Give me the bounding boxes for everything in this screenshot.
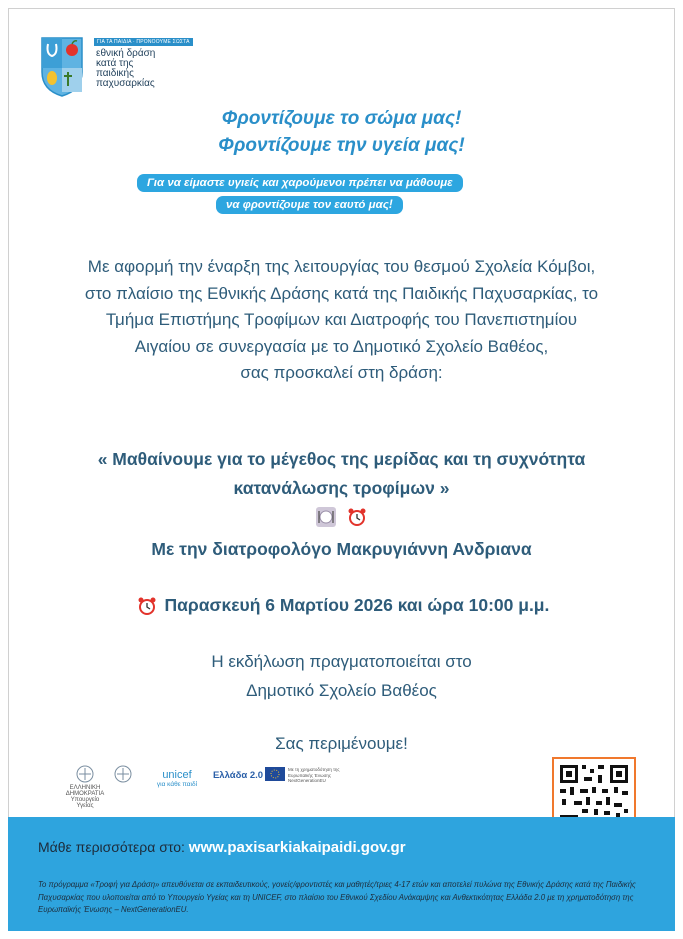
unicef-wordmark: unicef	[162, 769, 192, 781]
website-link[interactable]: www.paxisarkiakaipaidi.gov.gr	[188, 839, 406, 856]
banner-line-1: Για να είμαστε υγιείς και χαρούμενοι πρέπει να μάθουμε	[137, 174, 463, 192]
venue-line-2: Δημοτικό Σχολείο Βαθέος	[246, 681, 437, 700]
partner-1-name: ΕΛΛΗΝΙΚΗ ΔΗΜΟΚΡΑΤΙΑ	[65, 785, 105, 797]
venue-line-1: Η εκδήλωση πραγματοποιείται στο	[211, 652, 472, 671]
greece-2-0-wordmark: Ελλάδα 2.0	[212, 770, 264, 781]
shield-logo-icon	[38, 36, 86, 98]
footer	[8, 817, 675, 931]
logo-text	[96, 49, 155, 89]
partner-1-sub: Υπουργείο Υγείας	[70, 797, 100, 809]
closing-text: Σας περιμένουμε!	[275, 734, 408, 753]
hellenic-republic-logo	[62, 765, 108, 809]
logo-line-3: παιδικής	[96, 68, 134, 79]
unicef-logo	[152, 769, 202, 788]
intro-line-4: Αιγαίου σε συνεργασία με το Δημοτικό Σχολείο Βαθέος,	[134, 336, 549, 356]
learn-more-label: Μάθε περισσότερα στο:	[38, 839, 185, 855]
headline-line-2: Φροντίζουμε την υγεία μας!	[218, 135, 465, 156]
alarm-clock-icon	[347, 507, 367, 527]
unicef-tagline: για κάθε παιδί	[156, 781, 198, 788]
event-title-line-1: « Μαθαίνουμε για το μέγεθος της μερίδας και τη συχνότητα	[97, 449, 586, 469]
footer-disclaimer: Το πρόγραμμα «Τροφή για Δράση» απευθύνεται σε εκπαιδευτικούς, γονείς/φροντιστές και μαθητές/τριες 4-17 ετών και αποτελεί πυλώνα της Εθνικής Δράσης κατά της Παιδικής Παχυσαρκίας που υλοποιείται από το Υπουργείο Υγείας και τη UNICEF, στο πλαίσιο του Εθνικού Σχεδίου Ανάκαμψης και Ανθεκτικότητας Ελλάδα 2.0 με τη χρηματοδότηση της Ευρωπαϊκής Ένωσης – NextGenerationEU.	[38, 880, 636, 914]
eu-funding-text: Με τη χρηματοδότηση της Ευρωπαϊκής Ένωσης NextGenerationEU	[288, 767, 340, 783]
intro-line-1: Με αφορμή την έναρξη της λειτουργίας του θεσμού Σχολεία Κόμβοι,	[87, 257, 596, 276]
intro-paragraph	[0, 254, 683, 387]
headline-line-1: Φροντίζουμε το σώμα μας!	[221, 108, 462, 129]
national-action-logo	[38, 36, 188, 100]
intro-line-5: σας προσκαλεί στη δράση:	[240, 363, 443, 382]
footer-learn-more	[38, 839, 406, 856]
event-title	[0, 445, 683, 503]
event-title-line-2: κατανάλωσης τροφίμων »	[233, 478, 450, 498]
ministry-logo	[103, 765, 143, 785]
intro-line-3: Τμήμα Επιστήμης Τροφίμων και Διατροφής του Πανεπιστημίου	[105, 310, 578, 329]
event-datetime: Παρασκευή 6 Μαρτίου 2026 και ώρα 10:00 μ.μ.	[164, 595, 550, 615]
alarm-clock-icon	[137, 596, 157, 616]
event-icons	[0, 507, 683, 527]
eu-flag-icon	[265, 767, 285, 781]
venue	[0, 647, 683, 705]
logo-line-2: κατά της	[96, 58, 134, 69]
logo-line-4: παχυσαρκίας	[96, 78, 155, 89]
eu-logo	[265, 767, 345, 784]
plate-icon	[316, 507, 336, 527]
datetime-line	[0, 591, 683, 620]
greece-2-0-logo	[212, 770, 264, 781]
logo-tagline: ΓΙΑ ΤΑ ΠΑΙΔΙΑ · ΠΡΟΝΟΟΥΜΕ ΣΩΣΤΑ	[94, 38, 193, 46]
banner-line-2: να φροντίζουμε τον εαυτό μας!	[216, 196, 403, 214]
intro-line-2: στο πλαίσιο της Εθνικής Δράσης κατά της Παιδικής Παχυσαρκίας, το	[84, 283, 599, 303]
greek-emblem-icon	[76, 765, 94, 783]
speaker-line: Με την διατροφολόγο Μακρυγιάννη Ανδριανα	[151, 539, 532, 559]
logo-line-1: εθνική δράση	[96, 48, 156, 59]
greek-emblem-icon	[114, 765, 132, 783]
